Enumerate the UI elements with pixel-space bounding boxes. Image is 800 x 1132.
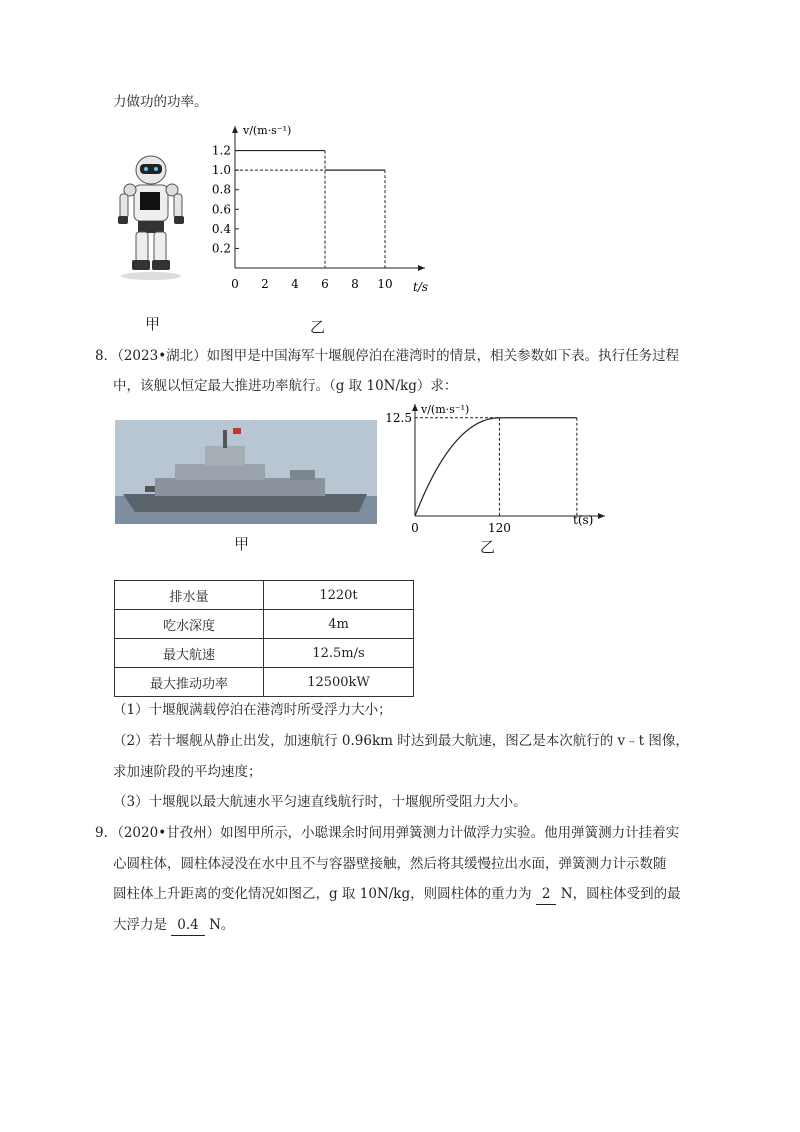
q7-vt-chart <box>200 118 440 298</box>
x-tick-label: 10 <box>377 277 393 291</box>
y-tick-label: 1.0 <box>211 163 231 178</box>
x-axis-arrow <box>418 265 425 271</box>
table-row <box>115 610 414 639</box>
y-tick-label: 0.2 <box>211 241 231 256</box>
y-tick-label: 0.6 <box>211 202 231 217</box>
y-tick-label: 12.5 <box>385 410 412 425</box>
q7-figure-jia-label: 甲 <box>145 315 161 333</box>
q8-sub-2b: 求加速阶段的平均速度； <box>113 764 262 780</box>
y-tick-label: 0.8 <box>211 182 231 197</box>
q8-line-2: 中，该舰以恒定最大推进功率航行。（g 取 10N/kg）求： <box>113 378 458 394</box>
x-tick-label: 4 <box>291 277 299 291</box>
y-tick-label: 0.4 <box>211 221 231 236</box>
table-key: 吃水深度 <box>115 610 264 639</box>
y-tick-label: 1.2 <box>211 143 231 158</box>
q8-figure-jia-label: 甲 <box>234 535 250 553</box>
ship-parameters-table <box>114 580 414 697</box>
q9-line-3-text-a: 圆柱体上升距离的变化情况如图乙，g 取 10N/kg，则圆柱体的重力为 <box>113 886 532 902</box>
x-tick-label: 8 <box>351 277 359 291</box>
x-tick-label: 0 <box>231 277 239 291</box>
table-key: 最大航速 <box>115 639 264 668</box>
table-row <box>115 668 414 697</box>
answer-blank-buoyancy: 0.4 <box>171 915 204 936</box>
table-value: 12500kW <box>264 668 414 697</box>
y-axis-arrow <box>232 126 238 133</box>
q9-line-4-text-b: N。 <box>209 917 235 933</box>
x-axis-arrow <box>598 513 605 519</box>
q8-sub-2a: （2）若十堰舰从静止出发，加速航行 0.96km 时达到最大航速，图乙是本次航行的 v﹣t 图像， <box>113 733 689 749</box>
q9-line-3-text-b: N，圆柱体受到的最 <box>560 886 681 902</box>
y-axis-arrow <box>412 404 418 411</box>
table-value: 4m <box>264 610 414 639</box>
acceleration-curve <box>415 418 499 516</box>
q8-line-1: 8．（2023•湖北）如图甲是中国海军十堰舰停泊在港湾时的情景，相关参数如下表。执行任务过程 <box>95 348 680 364</box>
q7-tail-text: 力做功的功率。 <box>113 94 208 110</box>
q9-line-3 <box>113 884 681 905</box>
x-axis-label: t/s <box>413 280 429 294</box>
table-value: 1220t <box>264 581 414 610</box>
q9-line-4 <box>113 915 234 936</box>
x-tick-label: 0 <box>411 521 419 535</box>
table-row <box>115 639 414 668</box>
q8-vt-chart <box>378 398 610 540</box>
warship-photo <box>115 420 377 524</box>
q8-figure-yi-label: 乙 <box>480 538 496 556</box>
answer-blank-gravity: 2 <box>536 884 557 905</box>
q7-figure-yi-label: 乙 <box>310 318 326 336</box>
x-axis-label: t(s) <box>573 513 594 527</box>
x-tick-label: 2 <box>261 277 269 291</box>
table-key: 排水量 <box>115 581 264 610</box>
y-axis-label: v/(m·s⁻¹) <box>421 403 470 416</box>
x-tick-label: 6 <box>321 277 329 291</box>
q9-line-2: 心圆柱体，圆柱体浸没在水中且不与容器壁接触，然后将其缓慢拉出水面，弹簧测力计示数随 <box>113 856 667 872</box>
table-value: 12.5m/s <box>264 639 414 668</box>
table-row <box>115 581 414 610</box>
q8-sub-3: （3）十堰舰以最大航速水平匀速直线航行时，十堰舰所受阻力大小。 <box>113 794 527 810</box>
q8-sub-1: （1）十堰舰满载停泊在港湾时所受浮力大小； <box>113 702 392 718</box>
q9-line-4-text-a: 大浮力是 <box>113 917 167 933</box>
q9-line-1: 9．（2020•甘孜州）如图甲所示，小聪课余时间用弹簧测力计做浮力实验。他用弹簧测力计挂着实 <box>95 825 680 841</box>
robot-image <box>112 152 190 282</box>
y-axis-label: v/(m·s⁻¹) <box>243 124 292 137</box>
x-tick-label: 120 <box>487 521 511 535</box>
table-key: 最大推动功率 <box>115 668 264 697</box>
